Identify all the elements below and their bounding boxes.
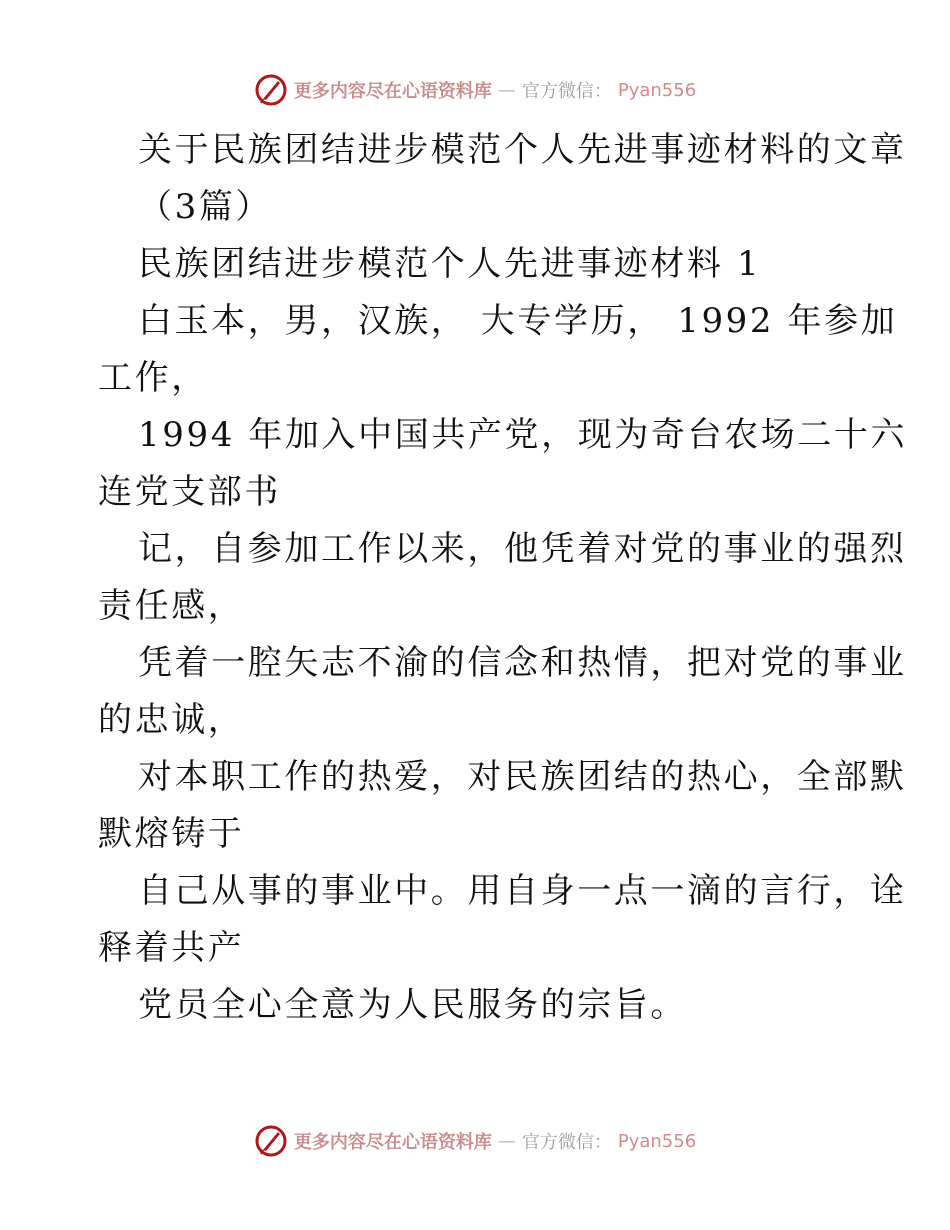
- paragraph-line: 默熔铸于: [98, 814, 245, 854]
- paragraph-line: 记，自参加工作以来，他凭着对党的事业的强烈: [138, 529, 907, 569]
- paragraph-line: 责任感，: [98, 586, 245, 626]
- feather-pen-circle-icon: [254, 73, 288, 107]
- paragraph-lines: [98, 293, 908, 1034]
- paragraph-line: 的忠诚，: [98, 700, 245, 740]
- paragraph-line: 凭着一腔矢志不渝的信念和热情，把对党的事业: [138, 643, 907, 683]
- feather-pen-circle-icon: [254, 1124, 288, 1158]
- section-heading: 民族团结进步模范个人先进事迹材料 1: [138, 244, 762, 284]
- header-watermark: [0, 70, 950, 110]
- paragraph-line: 自己从事的事业中。用自身一点一滴的言行，诠: [138, 871, 907, 911]
- paragraph-line: 对本职工作的热爱，对民族团结的热心，全部默: [138, 757, 907, 797]
- document-title-line-2: （3篇）: [138, 187, 273, 227]
- document-body: [98, 122, 908, 1034]
- document-title-line-1: 关于民族团结进步模范个人先进事迹材料的文章: [138, 130, 907, 170]
- paragraph-line: 连党支部书: [98, 472, 281, 512]
- watermark-wechat-id: Pyan556: [617, 1130, 697, 1152]
- footer-watermark: [0, 1121, 950, 1161]
- paragraph-line: 白玉本，男，汉族， 大专学历， 1992 年参加: [138, 301, 898, 341]
- watermark-dash: —: [497, 1130, 516, 1152]
- paragraph-line: 工作，: [98, 358, 208, 398]
- paragraph-line: 1994 年加入中国共产党，现为奇台农场二十六: [138, 415, 908, 455]
- paragraph-line: 释着共产: [98, 928, 245, 968]
- watermark-main-text: 更多内容尽在心语资料库: [293, 81, 492, 102]
- watermark-suffix: 官方微信：: [521, 81, 612, 102]
- paragraph-line: 党员全心全意为人民服务的宗旨。: [138, 985, 687, 1025]
- watermark-suffix: 官方微信：: [521, 1132, 612, 1153]
- watermark-wechat-id: Pyan556: [617, 79, 697, 101]
- watermark-main-text: 更多内容尽在心语资料库: [293, 1132, 492, 1153]
- watermark-dash: —: [497, 79, 516, 101]
